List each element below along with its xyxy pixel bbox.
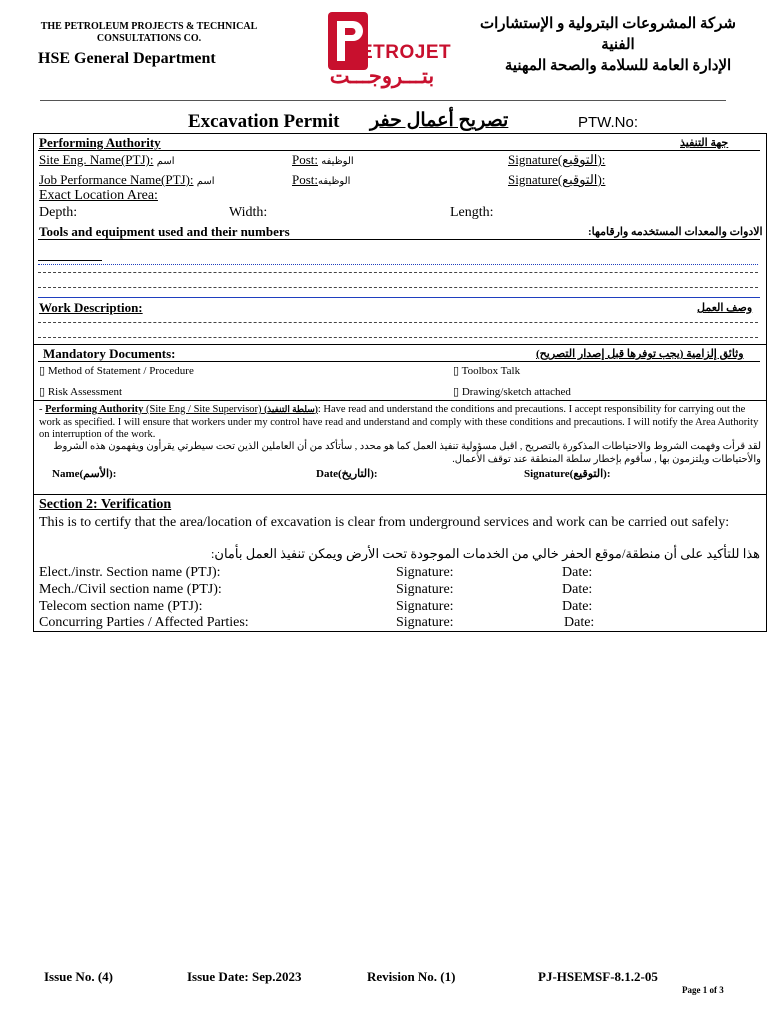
signature-label-1: Signature(التوقيع): xyxy=(508,152,606,167)
title-en: Excavation Permit xyxy=(188,111,340,132)
company-name-en xyxy=(33,21,265,45)
tools-dash-line-2 xyxy=(38,287,758,288)
post-text-1: Post: xyxy=(292,152,319,167)
company-name-en-line1: THE PETROLEUM PROJECTS & TECHNICAL xyxy=(40,21,258,32)
doc-item-drawing-sketch[interactable] xyxy=(453,385,571,398)
declaration-roles: (Site Eng / Site Supervisor) xyxy=(143,404,265,415)
tools-dash-line-1 xyxy=(38,272,758,273)
length-label: Length: xyxy=(450,205,494,220)
footer-page-number: Page 1 of 3 xyxy=(682,985,724,995)
verify-row-telecom-signature: Signature: xyxy=(396,599,454,614)
footer-revision: Revision No. (1) xyxy=(367,969,456,984)
work-description-heading: Work Description: xyxy=(39,300,143,315)
post-label-1 xyxy=(292,152,354,168)
doc-item-label: Toolbox Talk xyxy=(461,365,521,377)
verify-row-telecom-date: Date: xyxy=(562,599,593,614)
site-eng-name-text: Site Eng. Name(PTJ): xyxy=(39,152,154,167)
declaration-body: : Have read and understand the conditions and precautions. I accept responsibility for carrying out the work as specified. I will ensure that workers under my control have read and understand and comply with these conditions and precautions. I will notify the Area Authority on interruption of the work. xyxy=(39,404,759,440)
depth-label: Depth: xyxy=(39,205,78,220)
signature-label-2: Signature(التوقيع): xyxy=(508,172,606,187)
declaration-authority: Performing Authority xyxy=(45,404,144,415)
declaration-authority-ar: (سلطة التنفيذ) xyxy=(264,404,318,414)
logo-text-ar: بتـــروجـــت xyxy=(329,64,435,88)
job-performance-name-text: Job Performance Name(PTJ): xyxy=(39,172,194,187)
work-description-heading-ar: وصف العمل xyxy=(697,302,753,314)
declaration-date-label: Date(التاريخ): xyxy=(316,468,378,480)
declaration-text-ar: لقد قرأت وفهمت الشروط والاحتياطات المذكورة بالتصريح , اقبل مسؤولية تنفيذ العمل كما هو محدد , سأتأكد من أن العاملين الذين تحت سيطرتي يقرأون ويفهمون هذه الشروط والأحتياطات ويلتزمون بها , سأقوم بإخطار سلطة المنطقة عند توقف الأعمال. xyxy=(53,441,761,465)
performing-authority-heading-ar: جهة التنفيذ xyxy=(680,137,729,149)
verify-row-telecom-name: Telecom section name (PTJ): xyxy=(39,599,203,614)
post-ar-2: الوظيفه xyxy=(318,176,351,187)
verify-row-concurring-name: Concurring Parties / Affected Parties: xyxy=(39,615,249,630)
header-divider xyxy=(40,100,726,101)
work-dash-line-2 xyxy=(38,337,758,338)
footer-issue-date: Issue Date: Sep.2023 xyxy=(187,969,302,984)
verify-row-elect-date: Date: xyxy=(562,565,593,580)
tools-heading-ar: الادوات والمعدات المستخدمه وارقامها: xyxy=(588,226,763,238)
declaration-prefix: - xyxy=(39,404,46,415)
tools-heading: Tools and equipment used and their numbers xyxy=(39,224,290,239)
checkbox-icon[interactable]: ▯ xyxy=(453,386,460,398)
checkbox-icon[interactable]: ▯ xyxy=(39,386,46,398)
post-label-2 xyxy=(292,172,350,188)
tools-underline xyxy=(38,239,760,240)
section2-text-ar: هذا للتأكيد على أن منطقة/موقع الحفر خالي من الخدمات الموجودة تحت الأرض ويمكن تنفيذ العمل بأمان: xyxy=(210,546,760,561)
checkbox-icon[interactable]: ▯ xyxy=(453,365,460,377)
checkbox-icon[interactable]: ▯ xyxy=(39,365,46,377)
section-divider-3 xyxy=(33,494,767,495)
width-label: Width: xyxy=(229,205,268,220)
section-divider-1 xyxy=(33,344,767,345)
company-name-ar xyxy=(480,14,736,77)
verify-row-concurring-date: Date: xyxy=(564,615,595,630)
declaration-signature-label: Signature(التوقيع): xyxy=(524,468,611,480)
site-eng-name-ar: اسم xyxy=(156,156,175,167)
work-dash-line-1 xyxy=(38,322,758,323)
declaration-text-en xyxy=(39,403,761,442)
doc-item-label: Method of Statement / Procedure xyxy=(47,365,194,377)
job-performance-name-ar: اسم xyxy=(196,176,215,187)
doc-item-method-statement[interactable] xyxy=(39,364,194,377)
section2-heading xyxy=(39,497,171,513)
company-name-ar-line1: شركة المشروعات البترولية و الإستشارات xyxy=(480,16,736,32)
company-name-ar-line2: الفنية xyxy=(601,37,635,53)
company-name-en-line2: CONSULTATIONS CO. xyxy=(96,33,202,44)
title-ar: تصريح أعمال حفر xyxy=(370,110,509,131)
tools-dotted-line xyxy=(38,264,758,265)
doc-item-label: Drawing/sketch attached xyxy=(461,386,571,398)
verify-row-mech-signature: Signature: xyxy=(396,582,454,597)
tools-short-line xyxy=(38,260,102,261)
heading-underline xyxy=(38,150,760,151)
doc-item-toolbox-talk[interactable] xyxy=(453,364,520,377)
exact-location-label: Exact Location Area: xyxy=(39,188,158,203)
department-ar: الإدارة العامة للسلامة والصحة المهنية xyxy=(504,58,732,74)
verify-row-mech-name: Mech./Civil section name (PTJ): xyxy=(39,582,222,597)
mandatory-underline xyxy=(38,361,760,362)
footer-doc-code: PJ-HSEMSF-8.1.2-05 xyxy=(538,969,658,984)
section2-text-en: This is to certify that the area/location of excavation is clear from underground services and work can be carried out safely: xyxy=(39,515,730,530)
verify-row-elect-name: Elect./instr. Section name (PTJ): xyxy=(39,565,221,580)
declaration-name-label: Name(الأسم): xyxy=(52,468,117,480)
footer-issue-no: Issue No. (4) xyxy=(44,969,113,984)
performing-authority-heading: Performing Authority xyxy=(39,135,161,150)
department-en: HSE General Department xyxy=(38,50,216,67)
post-ar-1: الوظيفه xyxy=(321,156,354,167)
post-text-2: Post: xyxy=(292,172,319,187)
verify-row-concurring-signature: Signature: xyxy=(396,615,454,630)
doc-item-label: Risk Assessment xyxy=(47,386,123,398)
logo-text-en: ETROJET xyxy=(360,42,452,63)
verify-row-elect-signature: Signature: xyxy=(396,565,454,580)
mandatory-documents-heading-ar: وثائق إلزامية (يجب توفرها قبل إصدار التصريح) xyxy=(536,348,744,360)
job-performance-name-label xyxy=(39,172,215,188)
ptw-number-label: PTW.No: xyxy=(578,114,639,131)
section-divider-2 xyxy=(33,400,767,401)
site-eng-name-label xyxy=(39,152,175,168)
verify-row-mech-date: Date: xyxy=(562,582,593,597)
doc-item-risk-assessment[interactable] xyxy=(39,385,122,398)
section2-heading-text: Section 2: Verification xyxy=(39,497,172,512)
mandatory-documents-heading: Mandatory Documents: xyxy=(43,346,176,361)
tools-blue-line xyxy=(38,297,760,298)
